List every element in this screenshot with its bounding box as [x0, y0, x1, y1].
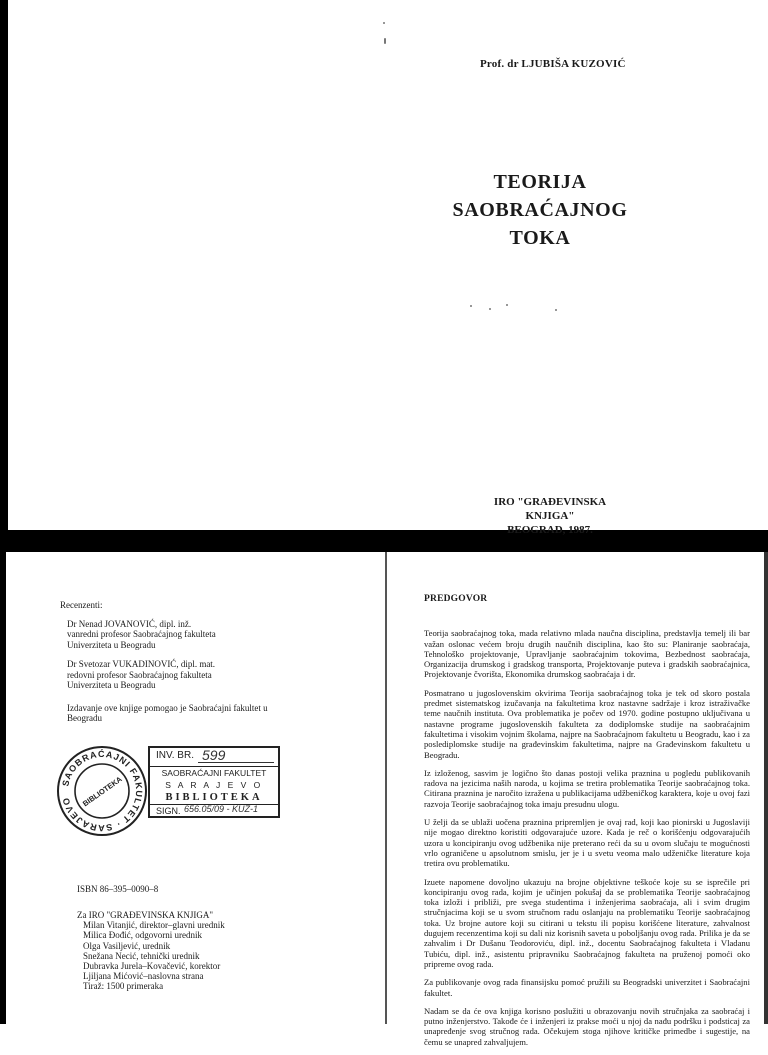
reviewer-2 — [60, 659, 335, 691]
scan-speck — [384, 38, 386, 44]
scan-speck — [383, 22, 385, 24]
staff-line: Za IRO "GRAĐEVINSKA KNJIGA" — [77, 910, 214, 920]
stamp-school-name: SAOBRAĆAJNI FAKULTET — [161, 768, 267, 778]
scan-speck — [555, 309, 557, 311]
round-stamp-ring-text: SAOBRAĆAJNI FAKULTET · SARAJEVO — [60, 748, 145, 834]
scan-binding-strip-bottom-left — [0, 552, 6, 1024]
reviewer-1-title: vanredni profesor Saobraćajnog fakulteta — [67, 629, 216, 639]
staff-line: Dubravka Jurela–Kovačević, korektor — [83, 961, 221, 972]
reviewer-1-name: Dr Nenad JOVANOVIĆ, dipl. inž. — [67, 618, 192, 629]
stamp-library-label: BIBLIOTEKA — [165, 792, 263, 803]
author-name: Prof. dr LJUBIŠA KUZOVIĆ — [480, 58, 626, 70]
reviewer-1 — [60, 619, 335, 651]
preface-paragraph-1: Teorija saobraćajnog toka, mada relativno mlada naučna disciplina, predstavlja temelj ili bar važan oslonac većem broju drugih naučnih disciplina, kao što su: Planiranje saobraćaja, Tehnološko projektovanje, Upravljanje saobraćajnim tokovima, Bezbednost saobraćaja, Organizacija drumskog i gradskog transporta, Projektovanje puteva i gradskih saobraćajnica, Projektovanje čvorišta, Ekonomika drumskog saobraćaja i dr. — [424, 628, 750, 680]
funding-note-line-2: Beogradu — [67, 713, 102, 723]
book-title-line-3: TOKA — [509, 227, 571, 249]
inventory-number: 599 — [202, 747, 226, 763]
round-stamp-graphic — [56, 745, 148, 837]
scan-speck — [506, 304, 508, 306]
isbn-number: ISBN 86–395–0090–8 — [77, 884, 159, 894]
signature-label: SIGN. — [156, 806, 181, 816]
inventory-underline — [198, 762, 274, 763]
book-title-line-1: TEORIJA — [493, 171, 587, 193]
library-round-stamp — [56, 745, 148, 837]
funding-note — [67, 703, 335, 724]
publisher-block — [470, 495, 630, 537]
staff-line: Milica Đođić, odgovorni urednik — [83, 930, 202, 941]
scan-speck — [470, 305, 472, 307]
publisher-name: IRO "GRAĐEVINSKA KNJIGA" — [493, 496, 607, 522]
preface-paragraph-7: Nadam se da će ova knjiga korisno poslužiti u obrazovanju novih stručnjaka za saobraćaj i putno inženjerstvo. Takođe će i inženjeri iz prakse moći u njoj da nađu podršku i podsticaj za unapređenje svog stručnog rada. Očekujem stoga njihove kritičke primedbe i sugestije, na čemu se unapred zahvaljujem. — [424, 1005, 750, 1047]
preface-paragraph-4: U želji da se ublaži uočena praznina pripremljen je ovaj rad, koji kao pionirski u Jugoslaviji nije mogao direktno koristiti odgovarajuće uzore. Kada je reč o korišćenju odgovarajućih uzora u koncipiranju ovog udžbenika nije preterano reći da su u ovom slučaju te mogućnosti vrlo ograničene u apsolutnom smislu, jer je i u svetu veoma malo udženičke literature koja tretira ovu problematiku. — [424, 817, 750, 869]
book-title — [440, 168, 640, 252]
publisher-staff-list — [77, 910, 277, 992]
signature-number: 656.05/09 - KUZ-1 — [184, 804, 259, 814]
staff-line: Tiraž: 1500 primeraka — [83, 981, 164, 992]
colophon-page — [60, 600, 335, 724]
preface-paragraph-6: Za publikovanje ovog rada finansijsku pomoć pružili su Beogradski univerzitet i Saobraćajni fakultet. — [424, 977, 750, 998]
preface-paragraph-2: Posmatrano u jugoslovenskim okvirima Teorija saobraćajnog toka je tek od skoro postala predmet sistematskog izučavanja na fakultetima kroz nastavne sadržaje i kroz istraživačke teme naučnih instituta. Ova problematika je počev od 1970. godine postupno uključivana u nastavne programe jugoslovenskih fakulteta za dodiplomske studije na saobraćajnim fakultetima i visokim vojnim školama, najpre na Saobraćajnom fakultetu u Beogradu, kao i za poslediplomske studije na građevinskim fakultetima, najpre na Građevinskom fakultetu u Beogradu. — [424, 687, 750, 760]
staff-line: Snežana Necić, tehnički urednik — [83, 950, 200, 961]
staff-line: Milan Vitanjić, direktor–glavni urednik — [83, 920, 225, 931]
stamp-divider — [150, 766, 278, 767]
preface-heading: PREDGOVOR — [424, 594, 488, 604]
inventory-label: INV. BR. — [156, 750, 194, 761]
round-stamp-center-text: BIBLIOTEKA — [80, 774, 124, 809]
scan-center-fold — [385, 552, 387, 1024]
preface-paragraph-3: Iz izloženog, sasvim je logično što danas postoji velika praznina u pogledu publikovanih radova na jezicima naših naroda, u kojima se tretira problematika Teorije saobraćajnog toka. Citirana praznina je naročito izražena u publikacijama udžbeničkog karaktera, koje u ovoj fazi razvoja Teorije saobraćajnog toka imaju presudnu ulogu. — [424, 767, 750, 809]
reviewer-2-name: Dr Svetozar VUKADINOVIĆ, dipl. mat. — [67, 659, 216, 669]
funding-note-line-1: Izdavanje ove knjige pomogao je Saobraćajni fakultet u — [67, 702, 268, 713]
staff-line: Olga Vasiljević, urednik — [83, 940, 171, 951]
scan-right-edge — [764, 552, 768, 1024]
book-title-line-2: SAOBRAĆAJNOG — [452, 199, 628, 221]
publisher-city-year: BEOGRAD, 1987. — [507, 524, 593, 536]
scan-binding-strip-top — [0, 0, 8, 530]
scan-page-gap — [0, 530, 768, 552]
reviewer-1-affiliation: Univerziteta u Beogradu — [67, 639, 156, 650]
reviewers-label: Recenzenti: — [60, 600, 103, 610]
preface-paragraph-5: Izuete napomene dovoljno ukazuju na brojne objektivne teškoće koje su se isprečile pri koncipiranju ovog rada, kojim je učinjen pokušaj da se problematika Teorije saobraćajnog toka izloži i približi, pre svega studentima i inženjerima saobraćaja, ali i svim drugim stručnjacima koji se u svom stručnom radu oslanjaju na problematiku Teorije saobraćajnog toka. Uz brojne autore koji su citirani u tekstu ili popisu korišćene literature, zahvalnost dugujem recenzentima koji su dali niz korisnih saveta u poboljšanju ovog rada. Prilika je da se zahvalim i Dr Dušanu Teodoroviću, dipl. inž., docentu Saobraćajnog fakulteta i Vladanu Tubiću, dipl. inž., asistentu pripravniku Saobraćajnog fakulteta na pruženoj pomoći oko pripreme ovog rada. — [424, 876, 750, 969]
library-inventory-stamp — [148, 746, 280, 818]
staff-line: Ljiljana Mićović–naslovna strana — [83, 971, 204, 982]
scan-speck — [489, 308, 491, 310]
stamp-city: S A R A J E V O — [165, 780, 263, 790]
reviewer-2-affiliation: Univerziteta u Beogradu — [67, 680, 156, 690]
preface-page — [424, 594, 750, 1055]
reviewer-2-title: redovni profesor Saobraćajnog fakulteta — [67, 669, 212, 680]
